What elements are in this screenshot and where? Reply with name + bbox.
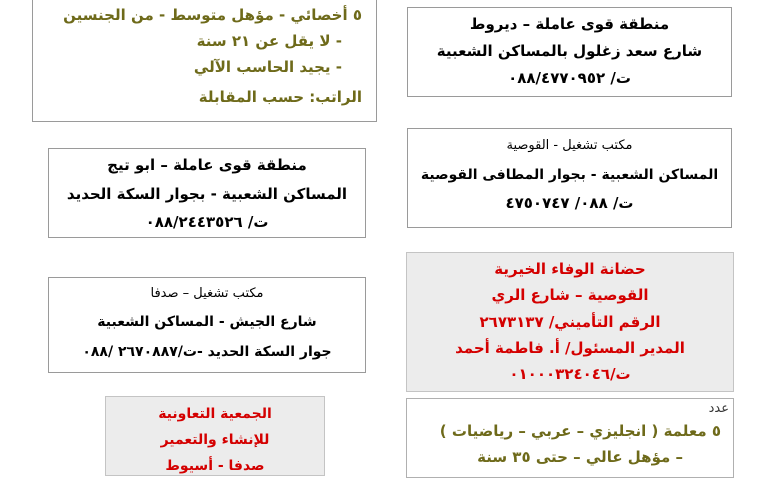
office-title: مكتب تشغيل - القوصية — [506, 138, 633, 153]
listing-line: ٥ معلمة ( انجليزي – عربي – رياضيات ) — [439, 422, 721, 440]
nursery-location: القوصية – شارع الري — [491, 286, 649, 304]
listing-line: - يجيد الحاسب الآلي — [193, 58, 342, 76]
office-title: منطقة قوى عاملة – ديروط — [469, 15, 670, 33]
coop-location: صدفا - أسيوط — [165, 458, 265, 474]
listing-line: ٥ أخصائي - مؤهل متوسط - من الجنسين — [63, 6, 362, 24]
office-address: المساكن الشعبية - بجوار السكة الحديد — [66, 185, 348, 203]
cooperative-card — [105, 396, 325, 476]
office-manpower-dayrout — [407, 7, 732, 97]
office-phone: ت/ ٠٨٨/٢٤٤٣٥٢٦ — [145, 213, 269, 231]
nursery-card — [406, 252, 734, 392]
nursery-name: حضانة الوفاء الخيرية — [494, 260, 646, 278]
listing-line: - لا يقل عن ٢١ سنة — [196, 32, 342, 50]
office-address: المساكن الشعبية - بجوار المطافى القوصية — [420, 167, 719, 183]
nursery-insurance-number: الرقم التأميني/ ٢٦٧٣١٣٧ — [479, 313, 661, 331]
office-employment-sidfa — [48, 277, 366, 373]
office-phone: جوار السكة الحديد -ت/٢٦٧٠٨٨٧ /٠٨٨ — [82, 344, 332, 360]
job-listing-specialist — [32, 0, 377, 122]
coop-activity: للإنشاء والتعمير — [160, 432, 270, 448]
office-phone: ت/ ٠٨٨/٤٧٧٠٩٥٢ — [508, 69, 631, 87]
office-employment-qusiya — [407, 128, 732, 228]
nursery-manager: المدير المسئول/ أ. فاطمة أحمد — [455, 339, 685, 357]
office-address: شارع الجيش - المساكن الشعبية — [97, 314, 317, 330]
office-title: منطقة قوى عاملة – ابو تيج — [107, 156, 307, 174]
office-address: شارع سعد زغلول بالمساكن الشعبية — [436, 42, 703, 60]
office-title: مكتب تشغيل – صدفا — [150, 286, 264, 301]
listing-salary: الراتب: حسب المقابلة — [198, 88, 362, 106]
office-phone: ت/ ٠٨٨/ ٤٧٥٠٧٤٧ — [505, 194, 634, 212]
job-listing-teacher — [406, 398, 734, 478]
nursery-phone: ت/٠١٠٠٠٣٢٤٠٤٦ — [509, 365, 631, 383]
listing-line: – مؤهل عالي – حتى ٣٥ سنة — [477, 448, 683, 466]
office-manpower-abutig — [48, 148, 366, 238]
count-label: عدد — [708, 401, 729, 416]
coop-name: الجمعية التعاونية — [158, 406, 272, 422]
